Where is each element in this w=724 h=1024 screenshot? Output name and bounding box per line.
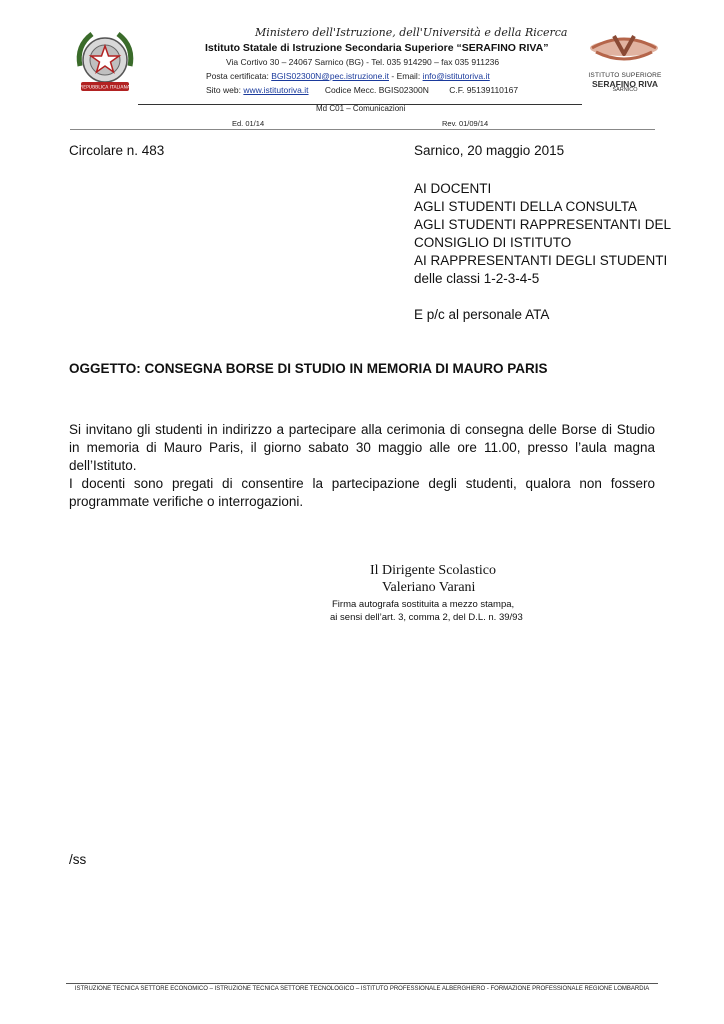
institute-name: Istituto Statale di Istruzione Secondaria Superiore “SERAFINO RIVA” <box>205 42 549 54</box>
subject-line: OGGETTO: CONSEGNA BORSE DI STUDIO IN MEMORIA DI MAURO PARIS <box>69 361 548 376</box>
recipient-line: AI DOCENTI <box>414 181 492 196</box>
email-link[interactable]: info@istitutoriva.it <box>422 71 490 81</box>
document-code: Md C01 – Comunicazioni <box>316 104 406 113</box>
address-line: Via Cortivo 30 – 24067 Sarnico (BG) - Tel. 035 914290 – fax 035 911236 <box>226 57 500 67</box>
ministry-name: Ministero dell'Istruzione, dell'Università e della Ricerca <box>255 26 568 39</box>
web-label: Sito web: <box>206 85 241 95</box>
cc-line: E p/c al personale ATA <box>414 307 550 322</box>
recipient-line: AI RAPPRESENTANTI DEGLI STUDENTI <box>414 253 668 268</box>
signature-note-line-2: ai sensi dell’art. 3, comma 2, del D.L. n. 39/93 <box>330 612 523 623</box>
revision-label: Rev. 01/09/14 <box>442 119 489 128</box>
place-date: Sarnico, 20 maggio 2015 <box>414 143 565 158</box>
web-line <box>206 85 518 95</box>
logo-line-2: SERAFINO RIVA <box>592 78 658 89</box>
paragraph-invitation: Si invitano gli studenti in indirizzo a partecipare alla cerimonia di consegna delle Borse di Studio in memoria di Mauro Paris, il giorno sabato 30 maggio alle ore 11.00, presso l’aula magna dell’Istituto. <box>69 422 655 473</box>
signature-title: Il Dirigente Scolastico <box>370 563 496 578</box>
codice-fiscale: C.F. 95139110167 <box>449 85 519 95</box>
recipient-line: AGLI STUDENTI DELLA CONSULTA <box>414 199 638 214</box>
signature-name: Valeriano Varani <box>382 580 476 595</box>
circular-number: Circolare n. 483 <box>69 143 165 158</box>
italian-republic-emblem <box>72 26 138 96</box>
signature-note <box>330 598 523 624</box>
paragraph-teachers: I docenti sono pregati di consentire la partecipazione degli studenti, qualora non fossero programmate verifiche o interrogazioni. <box>69 476 655 509</box>
logo-line-1: ISTITUTO SUPERIORE <box>588 72 662 79</box>
recipient-line: delle classi 1-2-3-4-5 <box>414 271 540 286</box>
website-link[interactable]: www.istitutoriva.it <box>243 85 309 95</box>
recipient-line: CONSIGLIO DI ISTITUTO <box>414 235 572 250</box>
recipient-line: AGLI STUDENTI RAPPRESENTANTI DEL <box>414 217 672 232</box>
emblem-ribbon-text: REPUBBLICA ITALIANA <box>80 85 130 91</box>
footer-text: ISTRUZIONE TECNICA SETTORE ECONOMICO – ISTRUZIONE TECNICA SETTORE TECNOLOGICO – ISTITUTO PROFESSIONALE ALBERGHIERO - FORMAZIONE PROFESSIONALE REGIONE LOMBARDIA <box>74 986 650 992</box>
signature-note-line-1: Firma autografa sostituita a mezzo stampa, <box>332 599 515 610</box>
email-label: - Email: <box>391 71 421 81</box>
footer-divider <box>66 983 658 984</box>
pec-link[interactable]: BGIS02300N@pec.istruzione.it <box>271 71 389 81</box>
logo-line-3: SARNICO <box>612 87 638 93</box>
initials: /ss <box>69 852 87 867</box>
pec-label: Posta certificata: <box>206 71 269 81</box>
edition-divider <box>70 129 655 130</box>
letter-body <box>69 421 655 511</box>
logo-caption <box>580 73 670 94</box>
contact-line <box>206 71 490 81</box>
codice-meccanografico: Codice Mecc. BGIS02300N <box>324 85 429 95</box>
edition-label: Ed. 01/14 <box>232 119 265 128</box>
recipients-block <box>414 180 671 288</box>
